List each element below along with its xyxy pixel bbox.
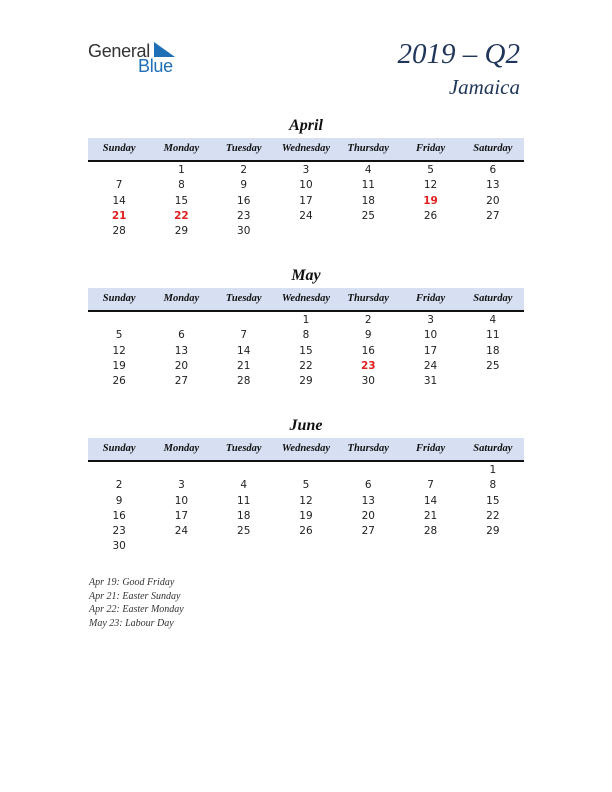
month-june	[88, 416, 524, 555]
day-cell: 24	[299, 209, 313, 222]
day-cell	[275, 224, 337, 239]
weekday-label: Tuesday	[225, 443, 262, 454]
day-cell: 26	[112, 375, 126, 388]
day-cell: 20	[361, 509, 375, 522]
day-cell: 12	[423, 179, 438, 192]
day-cell	[337, 224, 399, 239]
weekday-label: Sunday	[102, 143, 136, 154]
week-row	[88, 463, 524, 478]
holiday-note: Apr 22: Easter Monday	[89, 604, 184, 616]
weekday-label: Friday	[415, 443, 446, 454]
holiday-notes	[89, 576, 184, 631]
day-cell: 14	[423, 494, 438, 507]
week-row	[88, 478, 524, 493]
weekday-label: Monday	[163, 443, 200, 454]
weekday-label: Sunday	[102, 443, 136, 454]
day-cell	[399, 224, 461, 239]
day-cell: 4	[364, 164, 372, 176]
day-cell: 7	[427, 479, 434, 492]
day-cell	[213, 539, 275, 554]
week-row	[88, 224, 524, 239]
week-row	[88, 359, 524, 374]
day-cell: 6	[364, 479, 372, 492]
week-row	[88, 194, 524, 209]
weekday-label: Tuesday	[225, 293, 262, 304]
week-row	[88, 178, 524, 193]
day-cell	[275, 463, 337, 478]
day-cell	[399, 463, 461, 478]
day-cell	[150, 313, 212, 328]
month-may	[88, 266, 524, 389]
day-cell: 1	[178, 164, 185, 176]
day-cell: 17	[423, 344, 438, 357]
week-row	[88, 374, 524, 389]
week-row	[88, 163, 524, 178]
day-cell: 2	[115, 479, 123, 492]
day-cell: 3	[302, 164, 310, 176]
day-cell: 20	[486, 194, 500, 207]
holiday-note: Apr 19: Good Friday	[89, 577, 175, 588]
day-cell: 9	[364, 329, 372, 342]
day-cell	[462, 224, 524, 239]
day-cell: 3	[178, 479, 185, 492]
logo-text-general: General	[88, 41, 150, 61]
country-subtitle: Jamaica	[448, 75, 520, 99]
month-name: May	[291, 267, 321, 284]
day-cell: 4	[240, 479, 248, 492]
week-row	[88, 494, 524, 509]
day-cell: 5	[427, 164, 434, 176]
weekday-label: Thursday	[347, 293, 389, 304]
day-cell: 14	[112, 194, 126, 207]
month-name: June	[289, 417, 323, 434]
day-cell: 9	[115, 494, 123, 507]
day-cell: 27	[361, 525, 375, 538]
day-cell: 19	[299, 509, 313, 522]
day-cell: 10	[299, 179, 313, 192]
day-cell: 25	[237, 525, 251, 538]
day-cell: 30	[237, 225, 251, 238]
weekday-label: Saturday	[473, 143, 513, 154]
day-cell: 23	[360, 359, 376, 372]
day-cell: 16	[112, 509, 126, 522]
day-cell: 4	[489, 314, 497, 326]
day-cell: 24	[174, 525, 189, 538]
day-cell: 16	[361, 344, 375, 357]
day-cell	[462, 374, 524, 389]
day-cell: 21	[237, 359, 251, 372]
day-cell: 13	[361, 494, 375, 507]
weekday-label: Wednesday	[281, 443, 331, 454]
day-cell: 8	[178, 179, 185, 192]
day-cell: 2	[240, 164, 248, 176]
day-cell	[275, 539, 337, 554]
weekday-label: Saturday	[473, 443, 513, 454]
day-cell: 29	[299, 375, 313, 388]
month-name: April	[289, 117, 323, 134]
day-cell: 18	[361, 194, 375, 207]
day-cell: 1	[302, 314, 310, 326]
weekday-label: Saturday	[473, 293, 513, 304]
day-cell: 22	[174, 209, 189, 222]
day-cell	[88, 313, 150, 328]
day-cell: 10	[423, 329, 438, 342]
day-cell: 27	[174, 375, 189, 388]
weekday-label: Friday	[415, 143, 446, 154]
week-row	[88, 539, 524, 554]
day-cell: 12	[299, 494, 313, 507]
day-cell: 3	[427, 314, 434, 326]
day-cell: 17	[174, 509, 189, 522]
day-cell: 13	[174, 344, 189, 357]
weekday-label: Monday	[163, 293, 200, 304]
day-cell	[337, 539, 399, 554]
day-cell: 11	[361, 179, 375, 192]
day-cell: 18	[237, 509, 251, 522]
day-cell: 29	[174, 225, 189, 238]
weekday-label: Tuesday	[225, 143, 262, 154]
day-cell: 30	[112, 540, 126, 553]
day-cell	[88, 163, 150, 178]
day-cell: 20	[174, 359, 189, 372]
week-row	[88, 328, 524, 343]
day-cell: 12	[112, 344, 126, 357]
day-cell: 22	[299, 359, 313, 372]
weekday-label: Thursday	[347, 443, 389, 454]
day-cell: 10	[174, 494, 189, 507]
day-cell: 8	[302, 329, 310, 342]
weekday-label: Thursday	[347, 143, 389, 154]
day-cell: 21	[111, 209, 127, 222]
day-cell: 13	[486, 179, 500, 192]
day-cell: 23	[112, 525, 126, 538]
day-cell: 28	[237, 375, 251, 388]
day-cell: 17	[299, 194, 313, 207]
weekday-label: Friday	[415, 293, 446, 304]
day-cell: 25	[486, 359, 500, 372]
generalblue-logo	[88, 40, 188, 76]
day-cell: 1	[489, 464, 497, 476]
day-cell: 24	[423, 359, 438, 372]
holiday-note: Apr 21: Easter Sunday	[89, 590, 181, 602]
day-cell: 7	[115, 179, 123, 192]
day-cell: 7	[240, 329, 248, 342]
day-cell: 22	[486, 509, 500, 522]
holiday-note: May 23: Labour Day	[89, 618, 174, 630]
day-cell	[88, 463, 150, 478]
weekday-label: Wednesday	[281, 293, 331, 304]
weekday-header	[88, 288, 524, 312]
day-cell: 21	[423, 509, 438, 522]
weekday-header	[88, 438, 524, 462]
day-cell: 28	[112, 225, 126, 238]
week-row	[88, 509, 524, 524]
day-cell: 5	[115, 329, 123, 342]
day-cell: 15	[486, 494, 500, 507]
day-cell: 11	[237, 494, 251, 507]
weekday-header	[88, 138, 524, 162]
day-cell: 2	[364, 314, 372, 326]
day-cell	[337, 463, 399, 478]
day-cell	[462, 539, 524, 554]
day-cell: 26	[299, 525, 313, 538]
day-cell: 9	[240, 179, 248, 192]
logo-text-blue: Blue	[138, 56, 173, 76]
weekday-label: Wednesday	[281, 143, 331, 154]
day-cell: 27	[486, 209, 500, 222]
day-cell	[213, 313, 275, 328]
day-cell: 16	[237, 194, 251, 207]
page-title: 2019 – Q2	[397, 38, 520, 70]
day-cell: 19	[112, 359, 126, 372]
day-cell: 11	[486, 329, 500, 342]
day-cell: 25	[361, 209, 375, 222]
weekday-label: Sunday	[102, 293, 136, 304]
day-cell: 14	[237, 344, 251, 357]
day-cell	[150, 539, 212, 554]
day-cell: 18	[486, 344, 500, 357]
day-cell: 15	[174, 194, 189, 207]
day-cell: 19	[423, 194, 438, 207]
week-row	[88, 209, 524, 224]
weekday-label: Monday	[163, 143, 200, 154]
day-cell: 30	[361, 375, 375, 388]
day-cell: 26	[423, 209, 438, 222]
week-row	[88, 344, 524, 359]
week-row	[88, 313, 524, 328]
week-row	[88, 524, 524, 539]
day-cell	[399, 539, 461, 554]
day-cell: 6	[178, 329, 185, 342]
day-cell	[213, 463, 275, 478]
month-april	[88, 116, 524, 239]
day-cell: 29	[486, 525, 500, 538]
day-cell: 23	[237, 209, 251, 222]
day-cell: 28	[423, 525, 438, 538]
day-cell: 8	[489, 479, 497, 492]
day-cell: 6	[489, 164, 497, 176]
day-cell: 15	[299, 344, 313, 357]
day-cell	[150, 463, 212, 478]
day-cell: 31	[423, 375, 438, 388]
day-cell: 5	[302, 479, 310, 492]
